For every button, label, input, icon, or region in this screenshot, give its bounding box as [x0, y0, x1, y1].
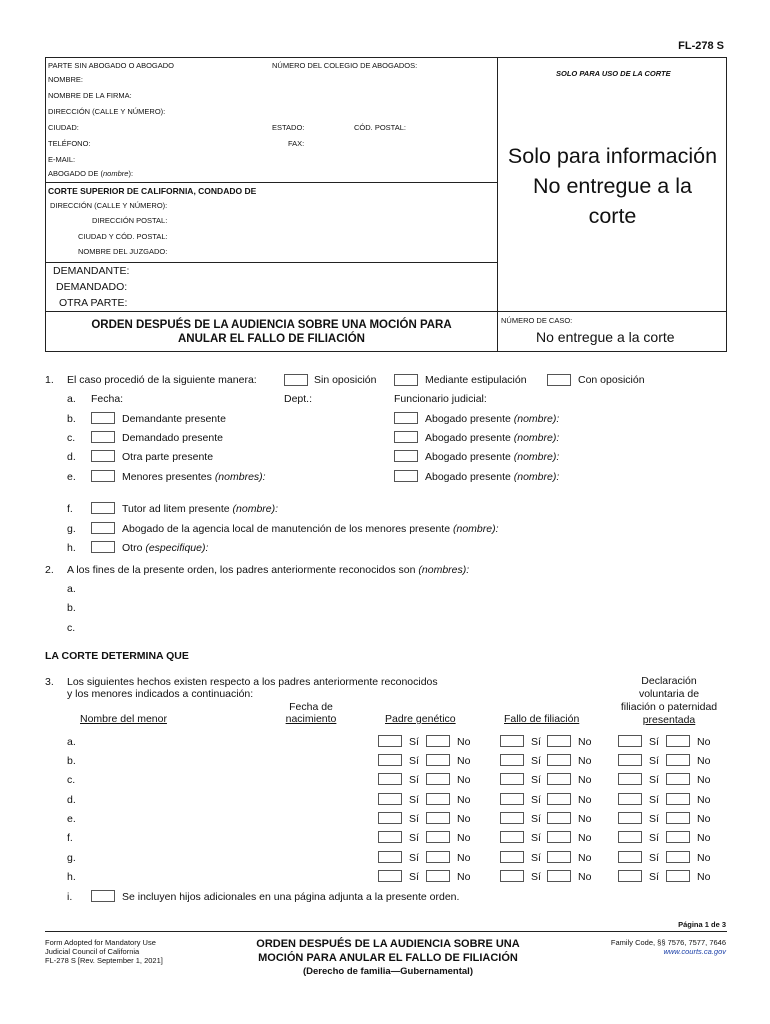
judgment-yes-checkbox[interactable]: [500, 754, 524, 766]
genetic-yes-checkbox[interactable]: [378, 754, 402, 766]
judgment-no-checkbox[interactable]: [547, 851, 571, 863]
genetic-yes-label: Sí: [409, 774, 419, 786]
declaration-no-checkbox[interactable]: [666, 870, 690, 882]
genetic-yes-label: Sí: [409, 755, 419, 767]
court-title: CORTE SUPERIOR DE CALIFORNIA, CONDADO DE: [48, 186, 257, 196]
checkbox-minors-attorney[interactable]: [394, 470, 418, 482]
declaration-yes-label: Sí: [649, 774, 659, 786]
declaration-yes-label: Sí: [649, 794, 659, 806]
document-title: ORDEN DESPUÉS DE LA AUDIENCIA SOBRE UNA MOCIÓN PARA ANULAR EL FALLO DE FILIACIÓN: [91, 319, 452, 345]
genetic-no-label: No: [457, 813, 471, 825]
party-label: PARTE SIN ABOGADO O ABOGADO: [48, 61, 175, 70]
courts-link[interactable]: www.courts.ca.gov: [663, 947, 726, 956]
checkbox-other-party-attorney[interactable]: [394, 450, 418, 462]
genetic-yes-checkbox[interactable]: [378, 851, 402, 863]
genetic-no-label: No: [457, 794, 471, 806]
checkbox-no-opposition[interactable]: [284, 374, 308, 386]
checkbox-additional-children[interactable]: [91, 890, 115, 902]
guardian-ad-litem-label: Tutor ad litem presente (nombre):: [122, 503, 279, 515]
genetic-no-checkbox[interactable]: [426, 831, 450, 843]
item1b-letter: b.: [67, 413, 76, 425]
judgment-no-label: No: [578, 832, 592, 844]
genetic-yes-label: Sí: [409, 832, 419, 844]
page-number: Página 1 de 3: [678, 920, 726, 929]
declaration-no-label: No: [697, 736, 711, 748]
case-number-label: NÚMERO DE CASO:: [501, 316, 573, 325]
judgment-yes-checkbox[interactable]: [500, 773, 524, 785]
item1d-letter: d.: [67, 451, 76, 463]
state-label: ESTADO:: [272, 123, 305, 132]
col-genetic-parent: Padre genético: [385, 713, 456, 725]
judgment-yes-label: Sí: [531, 736, 541, 748]
item2-text: A los fines de la presente orden, los padres anteriormente reconocidos son (nombres):: [67, 564, 470, 576]
genetic-no-label: No: [457, 832, 471, 844]
other-party-attorney-label: Abogado presente (nombre):: [425, 451, 560, 463]
firm-label: NOMBRE DE LA FIRMA:: [48, 91, 132, 100]
date-label: Fecha:: [91, 393, 124, 405]
item3-row-letter: d.: [67, 794, 76, 806]
item3-row-letter: b.: [67, 755, 76, 767]
checkbox-contested[interactable]: [547, 374, 571, 386]
caption-block: [45, 57, 727, 352]
declaration-no-label: No: [697, 794, 711, 806]
city-label: CIUDAD:: [48, 123, 79, 132]
petitioner-present-label: Demandante presente: [122, 413, 226, 425]
case-number-value[interactable]: No entregue a la corte: [536, 329, 675, 345]
address-label: DIRECCIÓN (CALLE Y NÚMERO):: [48, 107, 166, 116]
judgment-no-checkbox[interactable]: [547, 831, 571, 843]
opt-contested-label: Con oposición: [578, 374, 645, 386]
declaration-no-label: No: [697, 774, 711, 786]
declaration-yes-checkbox[interactable]: [618, 812, 642, 824]
item1a-letter: a.: [67, 393, 76, 405]
declaration-no-label: No: [697, 755, 711, 767]
judgment-yes-label: Sí: [531, 871, 541, 883]
opt-no-opposition-label: Sin oposición: [314, 374, 377, 386]
judgment-yes-checkbox[interactable]: [500, 793, 524, 805]
declaration-no-label: No: [697, 813, 711, 825]
item2a-letter: a.: [67, 583, 76, 595]
col-child-name: Nombre del menor: [80, 713, 167, 725]
branch-name-label: NOMBRE DEL JUZGADO:: [78, 247, 168, 256]
col-date-of-birth: Fecha de nacimiento: [285, 701, 337, 725]
declaration-yes-label: Sí: [649, 832, 659, 844]
dept-label: Dept.:: [284, 393, 313, 405]
item3-row-letter: g.: [67, 852, 76, 864]
judgment-yes-checkbox[interactable]: [500, 870, 524, 882]
zip-label: CÓD. POSTAL:: [354, 123, 406, 132]
judgment-yes-checkbox[interactable]: [500, 812, 524, 824]
item2b-letter: b.: [67, 602, 76, 614]
minors-attorney-label: Abogado presente (nombre):: [425, 471, 560, 483]
item1-number: 1.: [45, 374, 54, 386]
judgment-yes-label: Sí: [531, 813, 541, 825]
checkbox-minors-present[interactable]: [91, 470, 115, 482]
checkbox-petitioner-present[interactable]: [91, 412, 115, 424]
judgment-no-label: No: [578, 755, 592, 767]
judgment-no-label: No: [578, 813, 592, 825]
item3-row-letter: e.: [67, 813, 76, 825]
name-label: NOMBRE:: [48, 75, 84, 84]
genetic-no-label: No: [457, 774, 471, 786]
declaration-yes-label: Sí: [649, 755, 659, 767]
genetic-no-checkbox[interactable]: [426, 870, 450, 882]
court-address-label: DIRECCIÓN (CALLE Y NÚMERO):: [50, 201, 168, 210]
footer-form-info: Form Adopted for Mandatory Use Judicial Council of California FL-278 S [Rev. September 1, 2021]: [45, 938, 163, 965]
item2c-letter: c.: [67, 622, 76, 634]
item1f-letter: f.: [67, 503, 73, 515]
declaration-no-checkbox[interactable]: [666, 831, 690, 843]
checkbox-respondent-present[interactable]: [91, 431, 115, 443]
judgment-no-checkbox[interactable]: [547, 735, 571, 747]
declaration-yes-checkbox[interactable]: [618, 870, 642, 882]
item3-row-letter: f.: [67, 832, 73, 844]
declaration-yes-label: Sí: [649, 871, 659, 883]
genetic-yes-checkbox[interactable]: [378, 870, 402, 882]
declaration-yes-checkbox[interactable]: [618, 754, 642, 766]
attorney-for-label: ABOGADO DE (nombre):: [48, 169, 134, 178]
other-party-present-label: Otra parte presente: [122, 451, 214, 463]
judgment-no-checkbox[interactable]: [547, 793, 571, 805]
email-label: E-MAIL:: [48, 155, 76, 164]
genetic-yes-label: Sí: [409, 852, 419, 864]
genetic-yes-label: Sí: [409, 871, 419, 883]
judgment-no-checkbox[interactable]: [547, 870, 571, 882]
declaration-yes-checkbox[interactable]: [618, 793, 642, 805]
item1c-letter: c.: [67, 432, 76, 444]
declaration-yes-checkbox[interactable]: [618, 773, 642, 785]
col-judgment: Fallo de filiación: [504, 713, 580, 725]
child-support-attorney-label: Abogado de la agencia local de manutención de los menores presente (nombre):: [122, 523, 499, 535]
judgment-no-checkbox[interactable]: [547, 773, 571, 785]
judgment-yes-checkbox[interactable]: [500, 831, 524, 843]
declaration-yes-label: Sí: [649, 813, 659, 825]
genetic-yes-checkbox[interactable]: [378, 793, 402, 805]
checkbox-guardian-ad-litem[interactable]: [91, 502, 115, 514]
judgment-no-label: No: [578, 774, 592, 786]
officer-label: Funcionario judicial:: [394, 393, 487, 405]
checkbox-stipulation[interactable]: [394, 374, 418, 386]
declaration-yes-label: Sí: [649, 736, 659, 748]
declaration-no-checkbox[interactable]: [666, 754, 690, 766]
other-party-label: OTRA PARTE:: [59, 297, 128, 309]
bar-number-label: NÚMERO DEL COLEGIO DE ABOGADOS:: [272, 61, 418, 70]
genetic-yes-label: Sí: [409, 813, 419, 825]
item3-text: Los siguientes hechos existen respecto a los padres anteriormente reconocidos y los menores indicados a continuación:: [67, 676, 438, 700]
genetic-no-checkbox[interactable]: [426, 735, 450, 747]
judgment-yes-label: Sí: [531, 774, 541, 786]
petitioner-attorney-label: Abogado presente (nombre):: [425, 413, 560, 425]
checkbox-other-party-present[interactable]: [91, 450, 115, 462]
genetic-no-checkbox[interactable]: [426, 754, 450, 766]
col-declaration: Declaración voluntaria de filiación o paternidad presentada: [620, 675, 718, 726]
genetic-no-checkbox[interactable]: [426, 773, 450, 785]
declaration-yes-checkbox[interactable]: [618, 851, 642, 863]
judgment-no-checkbox[interactable]: [547, 812, 571, 824]
respondent-present-label: Demandado presente: [122, 432, 223, 444]
declaration-no-checkbox[interactable]: [666, 851, 690, 863]
judgment-yes-label: Sí: [531, 852, 541, 864]
other-label: Otro (especifique):: [122, 542, 209, 554]
judgment-yes-label: Sí: [531, 794, 541, 806]
watermark-notice: Solo para información No entregue a la corte: [507, 144, 718, 228]
genetic-yes-label: Sí: [409, 794, 419, 806]
phone-label: TELÉFONO:: [48, 139, 91, 148]
declaration-yes-checkbox[interactable]: [618, 735, 642, 747]
additional-children-label: Se incluyen hijos adicionales en una página adjunta a la presente orden.: [122, 891, 460, 903]
genetic-yes-checkbox[interactable]: [378, 812, 402, 824]
genetic-yes-checkbox[interactable]: [378, 735, 402, 747]
form-id: FL-278 S: [678, 40, 724, 52]
item3-number: 3.: [45, 676, 54, 688]
judgment-no-label: No: [578, 852, 592, 864]
item1h-letter: h.: [67, 542, 76, 554]
judgment-yes-checkbox[interactable]: [500, 735, 524, 747]
declaration-no-checkbox[interactable]: [666, 812, 690, 824]
declaration-yes-checkbox[interactable]: [618, 831, 642, 843]
genetic-no-label: No: [457, 736, 471, 748]
genetic-yes-checkbox[interactable]: [378, 773, 402, 785]
item1-text: El caso procedió de la siguiente manera:: [67, 374, 257, 386]
item1g-letter: g.: [67, 523, 76, 535]
declaration-no-checkbox[interactable]: [666, 735, 690, 747]
genetic-no-checkbox[interactable]: [426, 812, 450, 824]
genetic-yes-label: Sí: [409, 736, 419, 748]
opt-stipulation-label: Mediante estipulación: [425, 374, 527, 386]
genetic-yes-checkbox[interactable]: [378, 831, 402, 843]
item2-number: 2.: [45, 564, 54, 576]
respondent-attorney-label: Abogado presente (nombre):: [425, 432, 560, 444]
judgment-no-label: No: [578, 794, 592, 806]
judgment-yes-label: Sí: [531, 832, 541, 844]
minors-present-label: Menores presentes (nombres):: [122, 471, 266, 483]
declaration-no-checkbox[interactable]: [666, 773, 690, 785]
declaration-no-label: No: [697, 832, 711, 844]
item3-row-letter: a.: [67, 736, 76, 748]
judgment-no-checkbox[interactable]: [547, 754, 571, 766]
court-use-label: SOLO PARA USO DE LA CORTE: [556, 69, 671, 78]
genetic-no-checkbox[interactable]: [426, 851, 450, 863]
declaration-yes-label: Sí: [649, 852, 659, 864]
footer-code: Family Code, §§ 7576, 7577, 7646 www.courts.ca.gov: [610, 938, 726, 956]
checkbox-respondent-attorney[interactable]: [394, 431, 418, 443]
judgment-no-label: No: [578, 871, 592, 883]
fax-label: FAX:: [288, 139, 305, 148]
mailing-address-label: DIRECCIÓN POSTAL:: [92, 216, 168, 225]
checkbox-petitioner-attorney[interactable]: [394, 412, 418, 424]
checkbox-child-support-attorney[interactable]: [91, 522, 115, 534]
judgment-yes-checkbox[interactable]: [500, 851, 524, 863]
genetic-no-label: No: [457, 852, 471, 864]
genetic-no-label: No: [457, 755, 471, 767]
court-finds-heading: LA CORTE DETERMINA QUE: [45, 650, 189, 662]
item1e-letter: e.: [67, 471, 76, 483]
item3-row-letter: h.: [67, 871, 76, 883]
declaration-no-label: No: [697, 871, 711, 883]
declaration-no-label: No: [697, 852, 711, 864]
footer-title: ORDEN DESPUÉS DE LA AUDIENCIA SOBRE UNA MOCIÓN PARA ANULAR EL FALLO DE FILIACIÓN (Derecho de familia—Gubernamental): [256, 938, 520, 977]
item3i-letter: i.: [67, 891, 73, 903]
city-zip-label: CIUDAD Y CÓD. POSTAL:: [78, 232, 168, 241]
judgment-yes-label: Sí: [531, 755, 541, 767]
checkbox-other[interactable]: [91, 541, 115, 553]
item3-row-letter: c.: [67, 774, 76, 786]
petitioner-label: DEMANDANTE:: [53, 265, 130, 277]
declaration-no-checkbox[interactable]: [666, 793, 690, 805]
respondent-label: DEMANDADO:: [56, 281, 128, 293]
judgment-no-label: No: [578, 736, 592, 748]
genetic-no-checkbox[interactable]: [426, 793, 450, 805]
genetic-no-label: No: [457, 871, 471, 883]
